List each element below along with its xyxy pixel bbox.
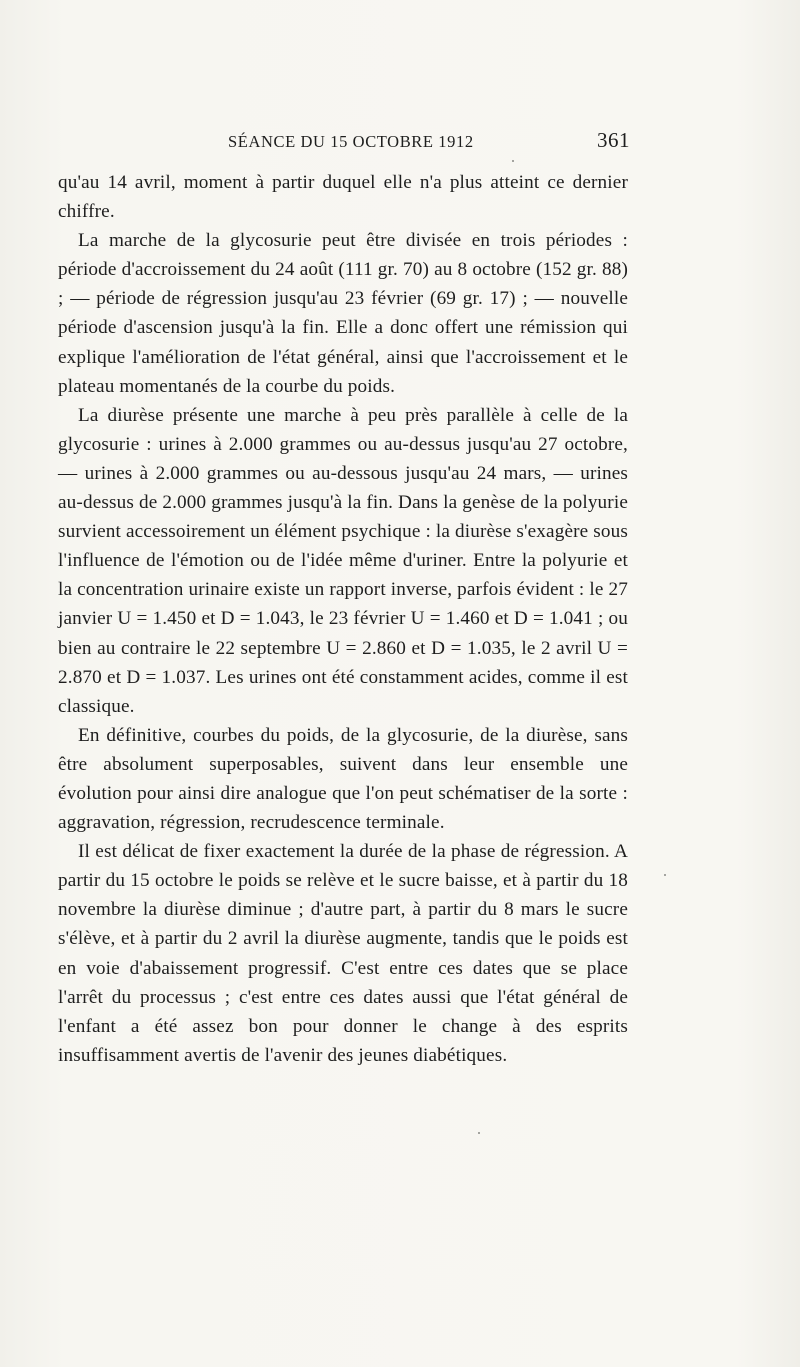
paragraph-5: Il est délicat de fixer exactement la durée de la phase de régression. A partir du 15 octobre le poids se relève et le sucre baisse, et à partir du 18 novembre la diurèse diminue ; d'autre part, à partir du 8 mars le sucre s'élève, et à partir du 2 avril la diurèse augmente, tandis que le poids est en voie d'abaissement progressif. C'est entre ces dates que se place l'arrêt du processus ; c'est entre ces dates aussi que l'état général de l'enfant a été assez bon pour donner le change à des esprits insuffisamment avertis de l'avenir des jeunes diabétiques. <box>58 841 628 1066</box>
paragraph-2: La marche de la glycosurie peut être divisée en trois périodes : période d'accroissement du 24 août (111 gr. 70) au 8 octobre (152 gr. 88) ; — période de régression jusqu'au 23 février (69 gr. 17) ; — nouvelle période d'ascension jusqu'à la fin. Elle a donc offert une rémission qui explique l'amélioration de l'état général, ainsi que l'accroissement et le plateau momentanés de la courbe du poids. <box>58 230 628 397</box>
page-header <box>60 128 630 158</box>
paragraph-1: qu'au 14 avril, moment à partir duquel elle n'a plus atteint ce dernier chiffre. <box>58 172 628 223</box>
running-title: SÉANCE DU 15 OCTOBRE 1912 <box>228 132 474 151</box>
paper-speck <box>664 874 666 876</box>
paper-speck <box>478 1132 480 1134</box>
body-text <box>58 168 628 1070</box>
paragraph-3: La diurèse présente une marche à peu près parallèle à celle de la glycosurie : urines à 2.000 grammes ou au-dessus jusqu'au 27 octobre, — urines à 2.000 grammes ou au-dessous jusqu'au 24 mars, — urines au-dessus de 2.000 grammes jusqu'à la fin. Dans la genèse de la polyurie survient accessoirement un élément psychique : la diurèse s'exagère sous l'influence de l'émotion ou de l'idée même d'uriner. Entre la polyurie et la concentration urinaire existe un rapport inverse, parfois évident : le 27 janvier U = 1.450 et D = 1.043, le 23 février U = 1.460 et D = 1.041 ; ou bien au contraire le 22 septembre U = 2.860 et D = 1.035, le 2 avril U = 2.870 et D = 1.037. Les urines ont été constamment acides, comme il est classique. <box>58 404 628 717</box>
page-number: 361 <box>597 128 630 152</box>
paragraph-4: En définitive, courbes du poids, de la glycosurie, de la diurèse, sans être absolument superposables, suivent dans leur ensemble une évolution pour ainsi dire analogue que l'on peut schématiser de la sorte : aggravation, régression, recrudescence terminale. <box>58 724 628 834</box>
paper-speck <box>512 160 514 162</box>
